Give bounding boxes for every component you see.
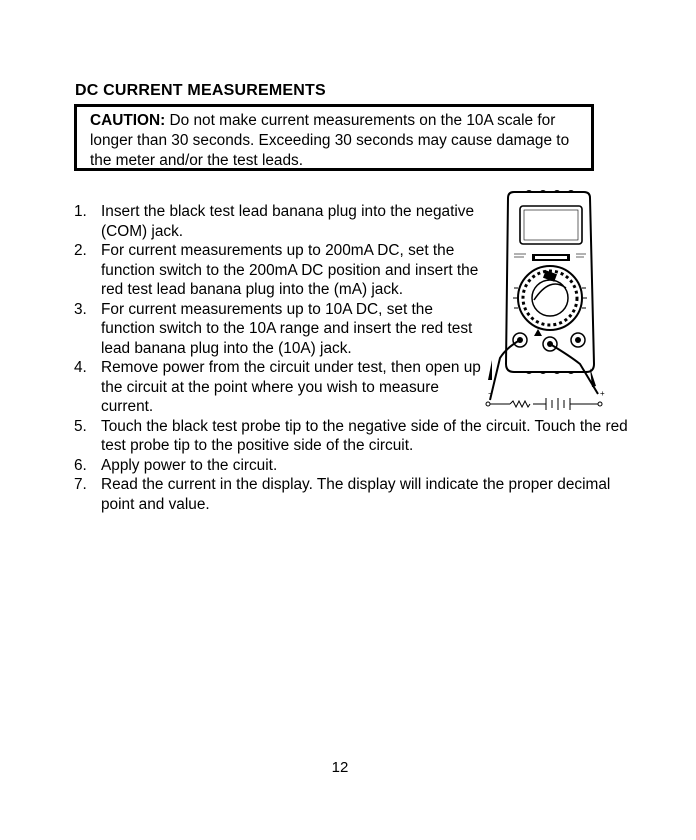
- step-number: 6.: [74, 456, 87, 474]
- step-number: 2.: [74, 242, 87, 259]
- step-text: Insert the black test lead banana plug into the negative (COM) jack.: [101, 203, 475, 240]
- step-text: Remove power from the circuit under test, then open up the circuit at the point where you wish to measure current.: [101, 359, 481, 415]
- page-number: 12: [331, 759, 349, 776]
- caution-box: [74, 104, 594, 171]
- step-text: For current measurements up to 200mA DC, set the function switch to the 200mA DC position and insert the red test lead banana plug into the (mA) jack.: [101, 242, 479, 298]
- step-number: 3.: [74, 300, 87, 318]
- list-item: [74, 417, 634, 456]
- step-number: 4.: [74, 359, 87, 376]
- meter-display: [520, 206, 582, 244]
- step-number: 5.: [74, 417, 87, 435]
- multimeter-illustration: [480, 188, 610, 418]
- step-text: Apply power to the circuit.: [101, 456, 278, 474]
- step-text: Touch the black test probe tip to the negative side of the circuit. Touch the red test probe tip to the positive side of the circuit.: [101, 417, 628, 454]
- list-item: [74, 202, 481, 241]
- caution-text: Do not make current measurements on the 10A scale for longer than 30 seconds. Exceeding 30 seconds may cause damage to the meter and/or the test leads.: [90, 112, 570, 169]
- list-item: [74, 300, 481, 359]
- caution-label: CAUTION:: [90, 112, 166, 129]
- plus-sign: +: [600, 389, 605, 398]
- step-text: Read the current in the display. The display will indicate the proper decimal point and value.: [101, 476, 611, 513]
- section-heading: DC CURRENT MEASUREMENTS: [75, 82, 326, 99]
- list-item: [74, 456, 634, 476]
- step-number: 1.: [74, 203, 87, 220]
- step-number: 7.: [74, 476, 87, 493]
- step-text: For current measurements up to 10A DC, set the function switch to the 10A range and insert the red test lead banana plug into the (10A) jack.: [101, 300, 473, 357]
- minus-sign: −: [488, 389, 493, 398]
- black-probe: [488, 360, 492, 380]
- list-item: [74, 475, 634, 514]
- list-item: [74, 241, 481, 300]
- red-probe: [590, 368, 596, 387]
- list-item: [74, 358, 481, 417]
- circuit-diagram: [486, 398, 602, 410]
